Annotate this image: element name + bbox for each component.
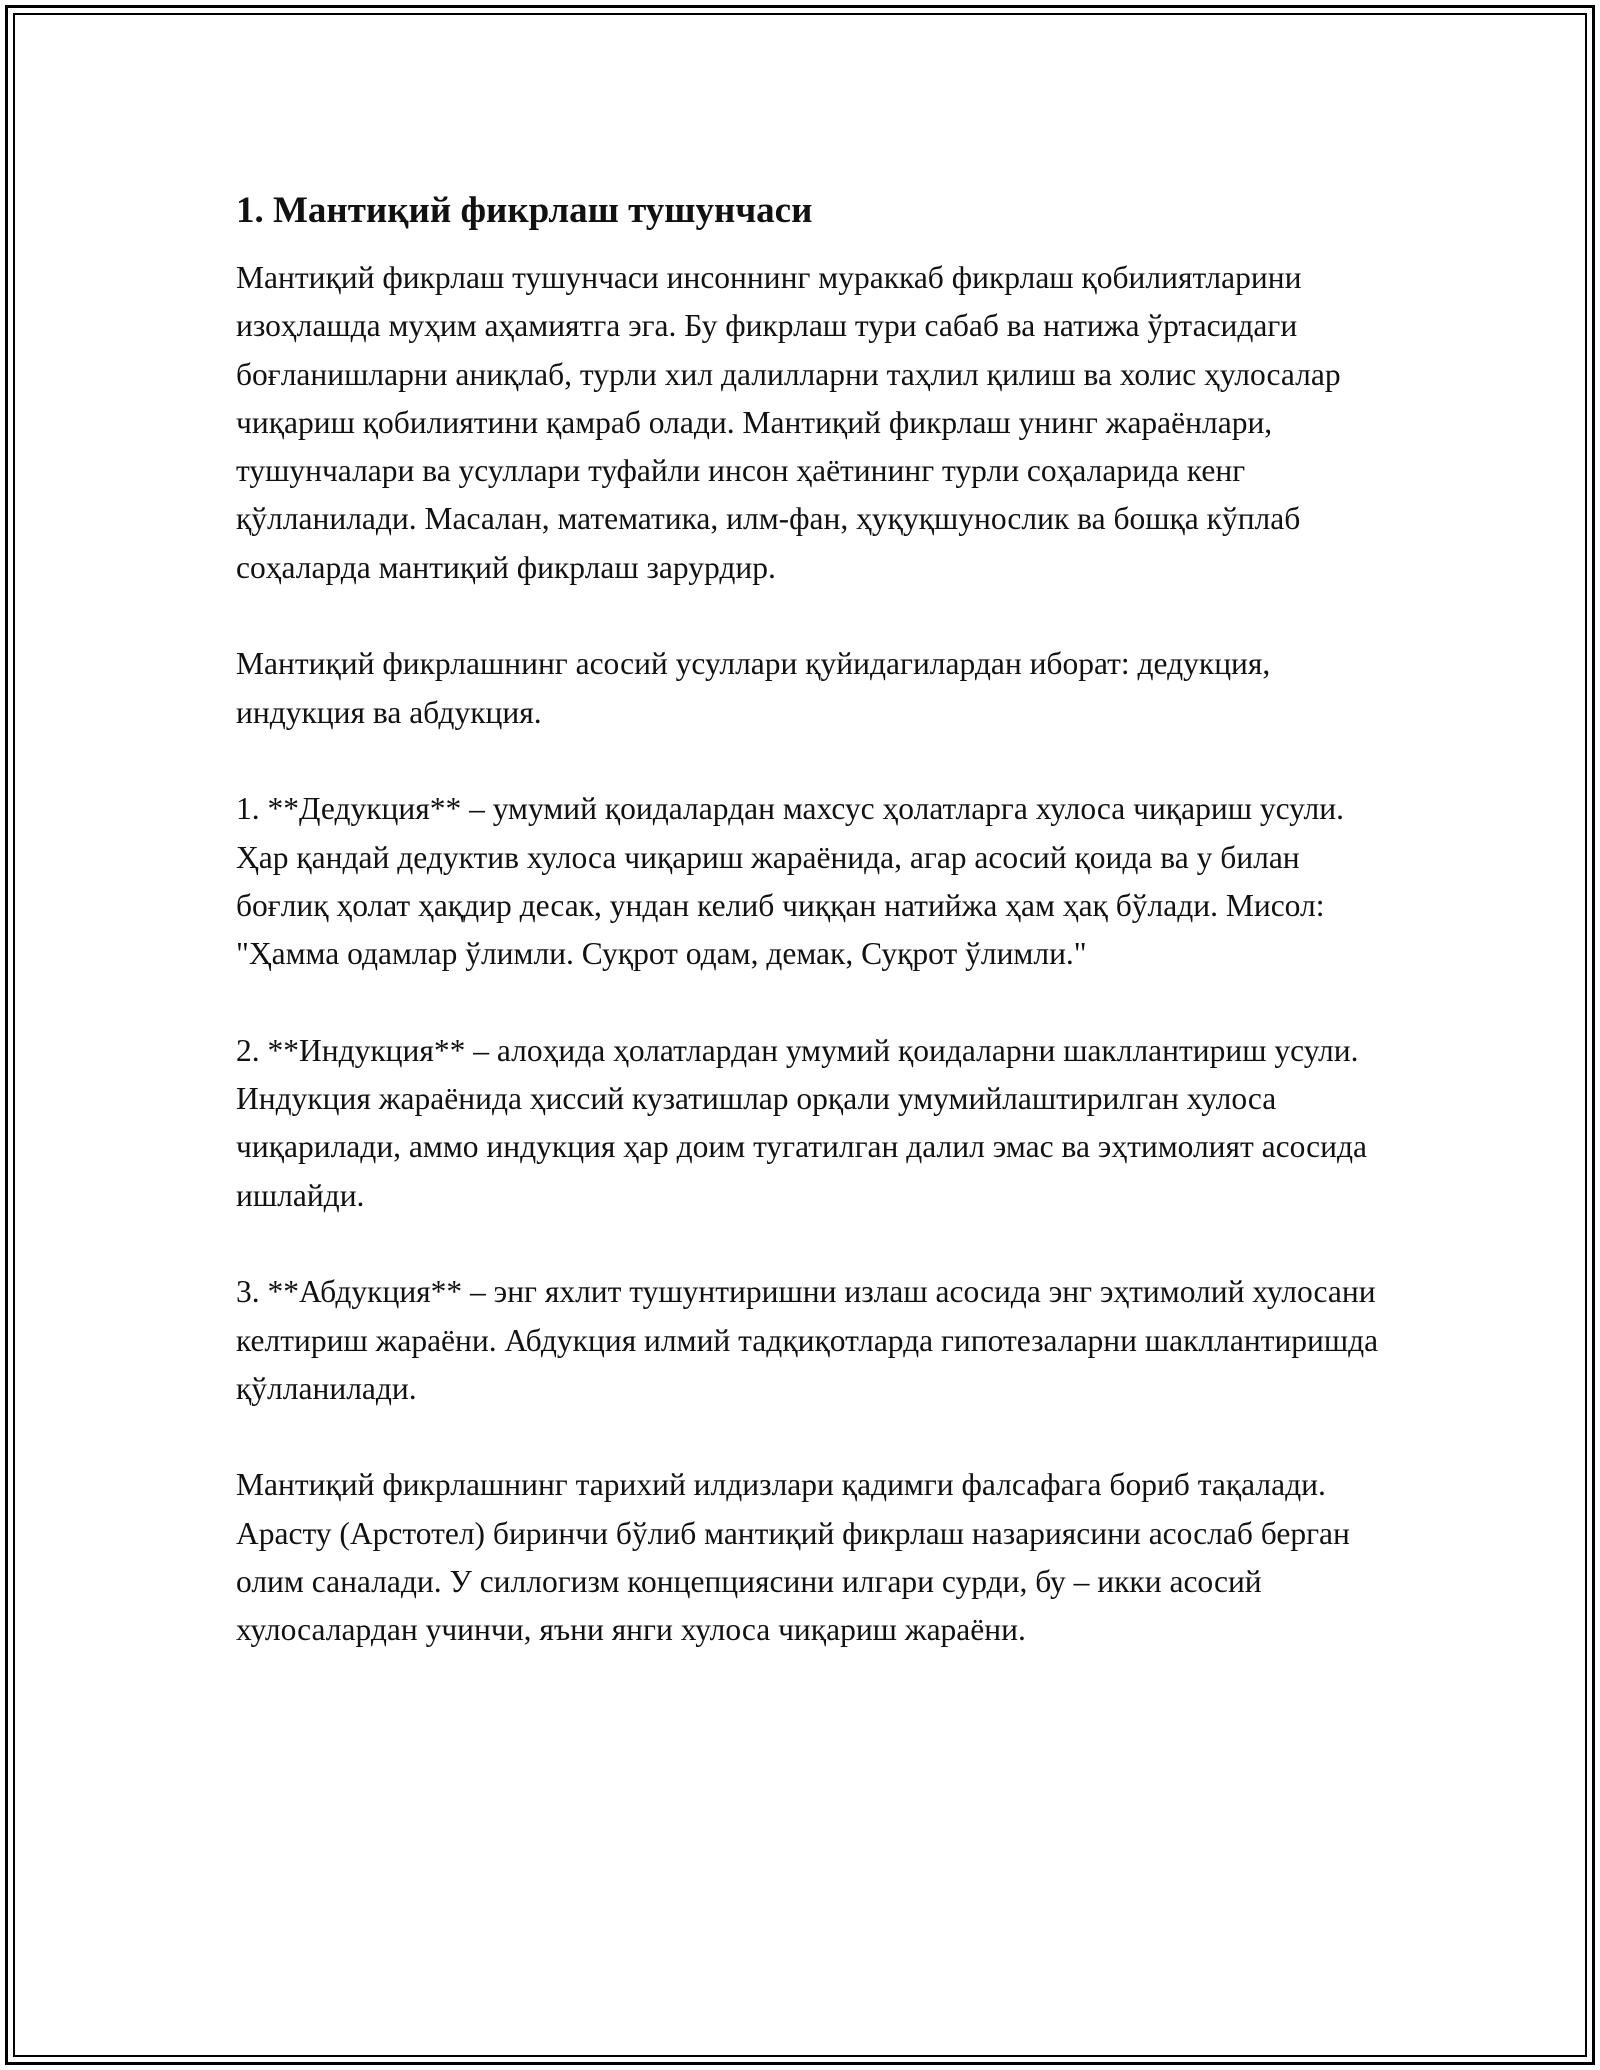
paragraph-methods: Мантиқий фикрлашнинг асосий усуллари қуйидагилардан иборат: дедукция, индукция ва абдукция. xyxy=(236,646,1271,730)
paragraph-deduction: 1. **Дедукция** – умумий қоидалардан махсус ҳолатларга хулоса чиқариш усули. Ҳар қандай дедуктив хулоса чиқариш жараёнида, агар асосий қоида ва у билан боғлиқ ҳолат ҳақдир десак, ундан келиб чиққан натийжа ҳам ҳақ бўлади. Мисол: "Ҳамма одамлар ўлимли. Суқрот одам, демак, Суқрот ўлимли." xyxy=(236,791,1344,972)
document-body xyxy=(236,187,1386,1703)
paragraph-history: Мантиқий фикрлашнинг тарихий илдизлари қадимги фалсафага бориб тақалади. Арасту (Арстотел) биринчи бўлиб мантиқий фикрлаш назариясини асослаб берган олим саналади. У силлогизм концепциясини илгари сурди, бу – икки асосий хулосалардан учинчи, яъни янги хулоса чиқариш жараёни. xyxy=(236,1467,1350,1648)
paragraph-induction: 2. **Индукция** – алоҳида ҳолатлардан умумий қоидаларни шакллантириш усули. Индукция жараёнида ҳиссий кузатишлар орқали умумийлаштирилган хулоса чиқарилади, аммо индукция ҳар доим тугатилган далил эмас ва эҳтимолият асосида ишлайди. xyxy=(236,1032,1368,1213)
paragraph-abduction: 3. **Абдукция** – энг яхлит тушунтиришни излаш асосида энг эҳтимолий хулосани келтириш жараёни. Абдукция илмий тадқиқотларда гипотезаларни шакллантиришда қўлланилади. xyxy=(236,1274,1379,1406)
paragraph-intro: Мантиқий фикрлаш тушунчаси инсоннинг мураккаб фикрлаш қобилиятларини изоҳлашда муҳим аҳамиятга эга. Бу фикрлаш тури сабаб ва натижа ўртасидаги боғланишларни аниқлаб, турли хил далилларни таҳлил қилиш ва холис ҳулосалар чиқариш қобилиятини қамраб олади. Мантиқий фикрлаш унинг жараёнлари, тушунчалари ва усуллари туфайли инсон ҳаётининг турли соҳаларида кенг қўлланилади. Масалан, математика, илм-фан, ҳуқуқшунослик ва бошқа кўплаб соҳаларда мантиқий фикрлаш зарурдир. xyxy=(236,260,1341,585)
document-title: 1. Мантиқий фикрлаш тушунчаси xyxy=(236,190,813,231)
